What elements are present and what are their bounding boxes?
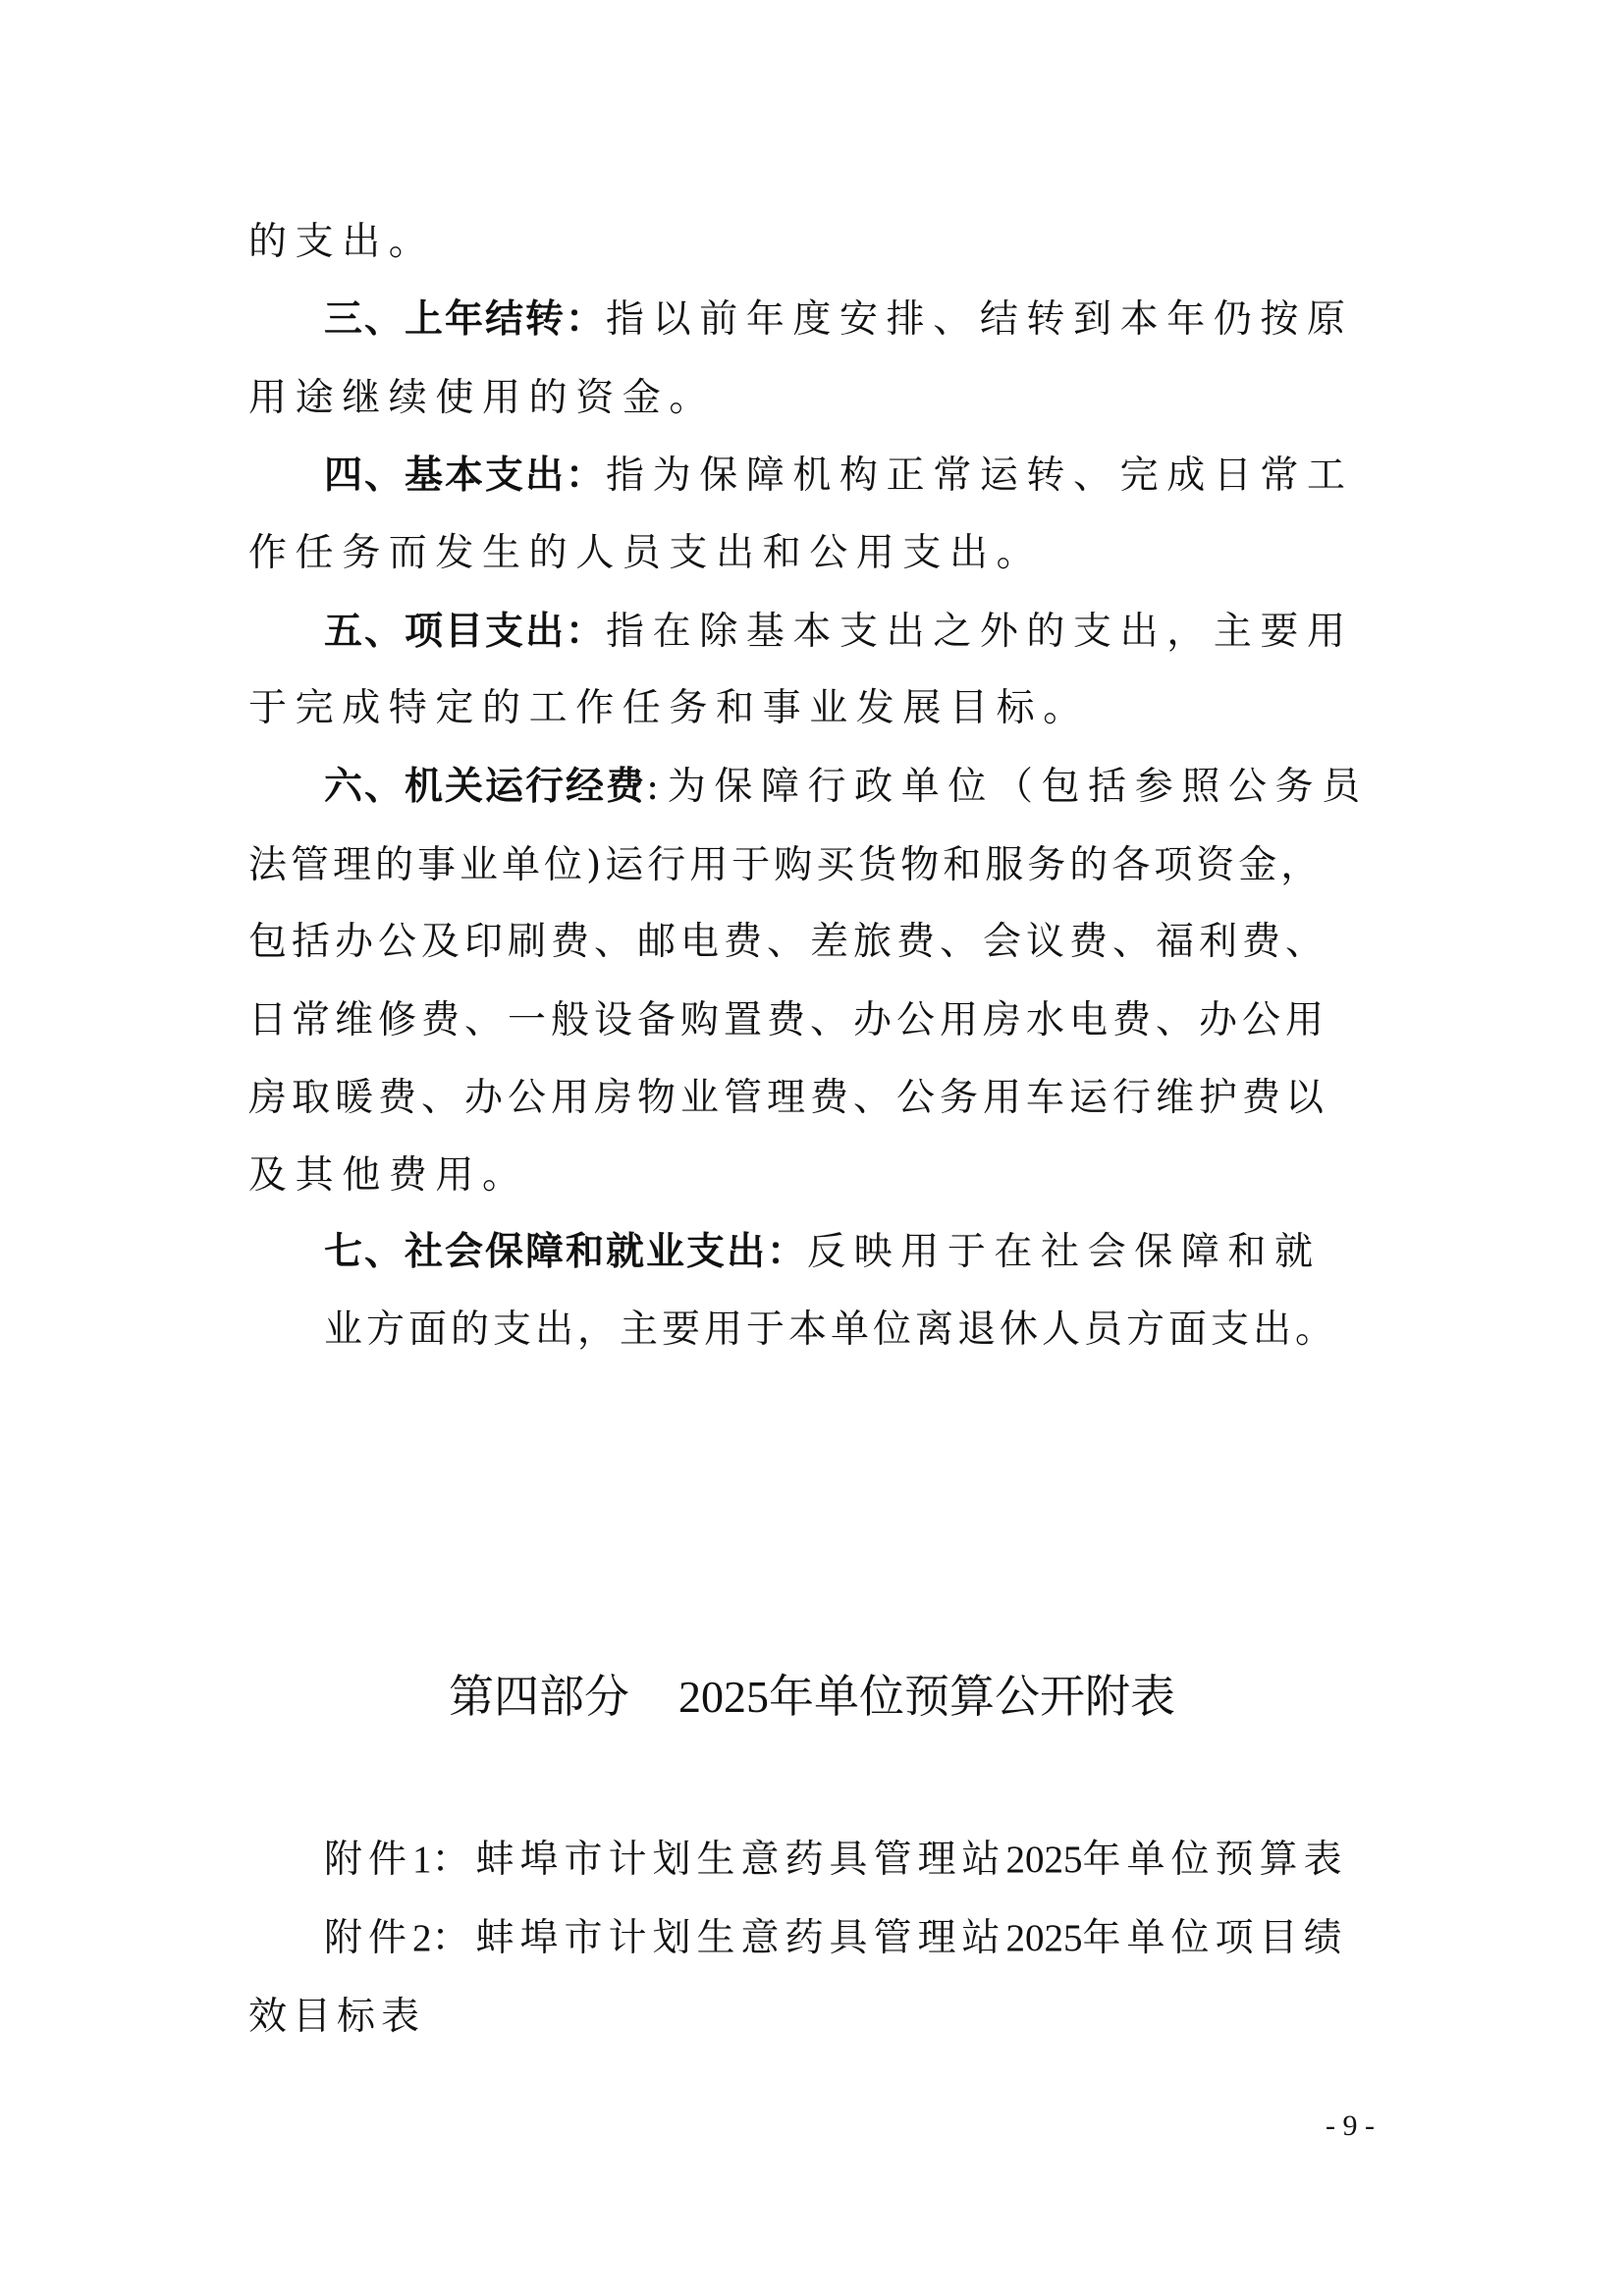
definition-text: 指以前年度安排、结转到本年仍按原 bbox=[606, 297, 1354, 342]
definition-text: 指为保障机构正常运转、完成日常工 bbox=[606, 454, 1354, 498]
definition-text-line: 房取暖费、办公用房物业管理费、公务用车运行维护费以 bbox=[248, 1076, 1329, 1120]
definition-term: 四、基本支出： bbox=[324, 454, 607, 498]
section-year: 2025 bbox=[678, 1672, 769, 1722]
section-title: 年单位预算公开附表 bbox=[769, 1670, 1175, 1723]
definition-text-line: 作任务而发生的人员支出和公用支出。 bbox=[248, 531, 1044, 575]
definition-operating-expenses bbox=[324, 764, 1463, 811]
definition-text-line: 日常维修费、一般设备购置费、办公用房水电费、办公用 bbox=[248, 998, 1329, 1042]
definition-term: 六、机关运行经费 bbox=[324, 765, 647, 809]
definition-text-line: 于完成特定的工作任务和事业发展目标。 bbox=[248, 686, 1090, 730]
definition-term: 三、上年结转： bbox=[324, 297, 607, 342]
continuation-text: 的支出。 bbox=[248, 220, 436, 264]
attachment-2-wrap: 效目标表 bbox=[248, 1995, 426, 2039]
definition-text-line: 包括办公及印刷费、邮电费、差旅费、会议费、福利费、 bbox=[248, 920, 1329, 964]
page-number: - 9 - bbox=[1326, 2109, 1375, 2142]
definition-term: 五、项目支出： bbox=[324, 610, 607, 654]
definition-basic-expenditure bbox=[324, 453, 1463, 500]
attachment-1: 附件1：蚌埠市计划生意药具管理站2025年单位预算表 bbox=[324, 1838, 1348, 1882]
definition-text: 指在除基本支出之外的支出，主要用 bbox=[606, 610, 1354, 654]
definition-text-line: 法管理的事业单位)运行用于购买货物和服务的各项资金， bbox=[248, 843, 1324, 887]
section-part: 第四部分 bbox=[449, 1670, 629, 1723]
definition-social-security bbox=[324, 1229, 1463, 1276]
definition-text: :为保障行政单位（包括参照公务员 bbox=[646, 765, 1369, 809]
definition-text-line: 用途继续使用的资金。 bbox=[248, 376, 717, 420]
definition-term: 七、社会保障和就业支出： bbox=[324, 1230, 808, 1274]
definition-prior-year-carryover bbox=[324, 296, 1463, 344]
definition-text: 反映用于在社会保障和就 bbox=[807, 1230, 1322, 1274]
attachment-2: 附件2：蚌埠市计划生意药具管理站2025年单位项目绩 bbox=[324, 1916, 1348, 1960]
definition-project-expenditure bbox=[324, 609, 1463, 656]
definition-text-line: 业方面的支出，主要用于本单位离退休人员方面支出。 bbox=[324, 1308, 1338, 1352]
definition-text-line: 及其他费用。 bbox=[248, 1153, 529, 1198]
section-heading bbox=[0, 1669, 1624, 1725]
